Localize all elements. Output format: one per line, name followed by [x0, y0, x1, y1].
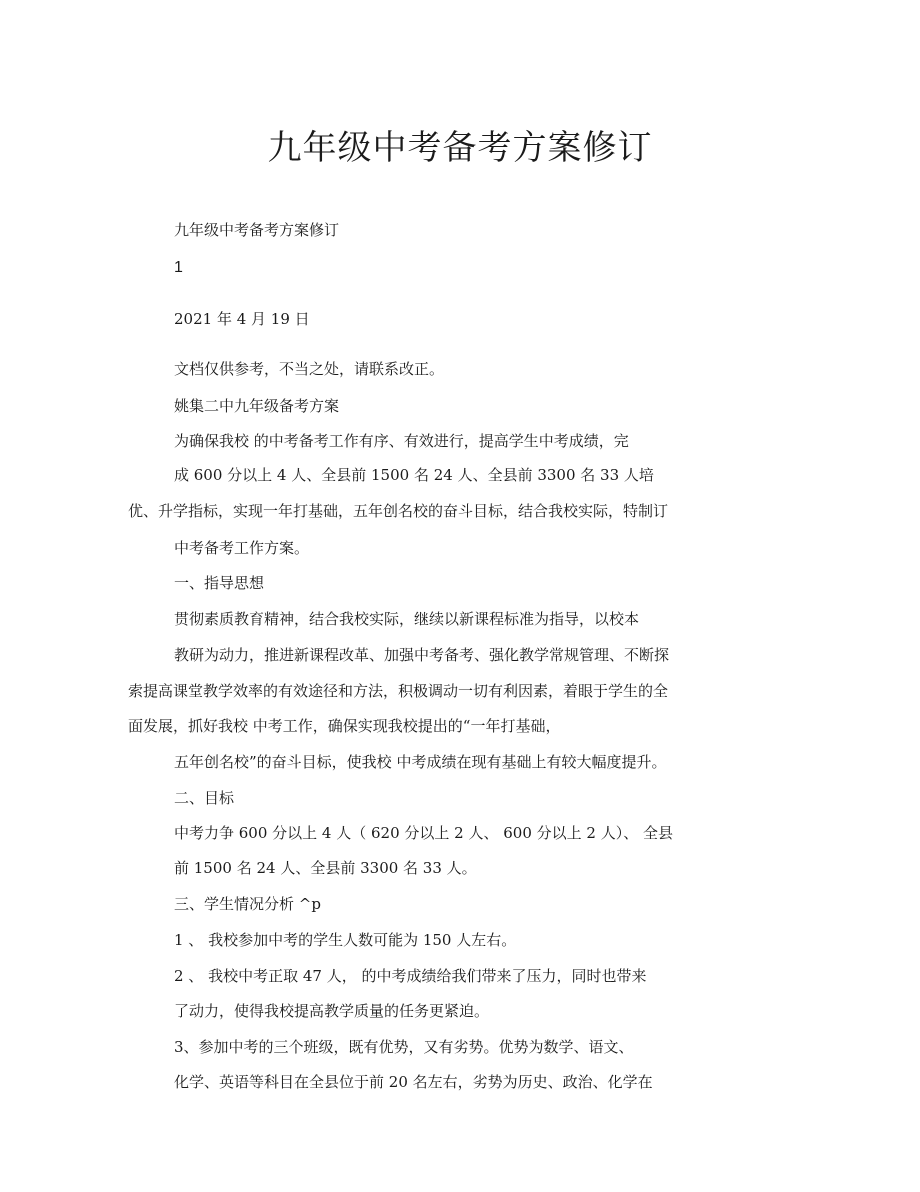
paragraph-line: 贯彻素质教育精神，结合我校实际，继续以新课程标准为指导，以校本 [174, 610, 640, 628]
paragraph-line: 优、升学指标，实现一年打基础，五年创名校的奋斗目标，结合我校实际，特制订 [128, 502, 669, 520]
document-title: 九年级中考备考方案修订 [267, 128, 653, 168]
version-number: 1 [174, 259, 183, 276]
section-heading-student-analysis: 三、学生情况分析 ^p [174, 895, 321, 913]
paragraph-line: 成 600 分以上 4 人、全县前 1500 名 24 人、全县前 3300 名 33 人培 [174, 466, 654, 484]
paragraph-line: 化学、英语等科目在全县位于前 20 名左右，劣势为历史、政治、化学在 [174, 1073, 653, 1091]
subtitle-line: 九年级中考备考方案修订 [174, 221, 340, 239]
list-item: 2 、 我校中考正取 47 人， 的中考成绩给我们带来了压力，同时也带来 [174, 967, 647, 985]
paragraph-line: 了动力，使得我校提高教学质量的任务更紧迫。 [174, 1002, 490, 1020]
paragraph-line: 索提高课堂教学效率的有效途径和方法，积极调动一切有利因素，着眼于学生的全 [128, 682, 669, 700]
list-item: 3、参加中考的三个班级，既有优势，又有劣势。优势为数学、语文、 [174, 1038, 634, 1056]
section-heading-guiding-ideology: 一、指导思想 [174, 574, 265, 592]
paragraph-line: 中考力争 600 分以上 4 人（ 620 分以上 2 人、 600 分以上 2 人）、 全县 [174, 824, 674, 842]
school-plan-heading: 姚集二中九年级备考方案 [174, 397, 340, 415]
paragraph-line: 为确保我校 的中考备考工作有序、有效进行，提高学生中考成绩，完 [174, 432, 629, 450]
list-item: 1 、 我校参加中考的学生人数可能为 150 人左右。 [174, 931, 517, 949]
section-heading-goals: 二、目标 [174, 789, 235, 807]
disclaimer-line: 文档仅供参考，不当之处，请联系改正。 [174, 360, 445, 378]
paragraph-line: 教研为动力，推进新课程改革、加强中考备考、强化教学常规管理、不断探 [174, 646, 670, 664]
paragraph-line: 五年创名校”的奋斗目标，使我校 中考成绩在现有基础上有较大幅度提升。 [174, 753, 667, 771]
date-line: 2021 年 4 月 19 日 [174, 310, 310, 328]
paragraph-line: 中考备考工作方案。 [174, 539, 310, 557]
paragraph-line: 面发展，抓好我校 中考工作，确保实现我校提出的“一年打基础， [128, 717, 561, 735]
paragraph-line: 前 1500 名 24 人、全县前 3300 名 33 人。 [174, 859, 477, 877]
